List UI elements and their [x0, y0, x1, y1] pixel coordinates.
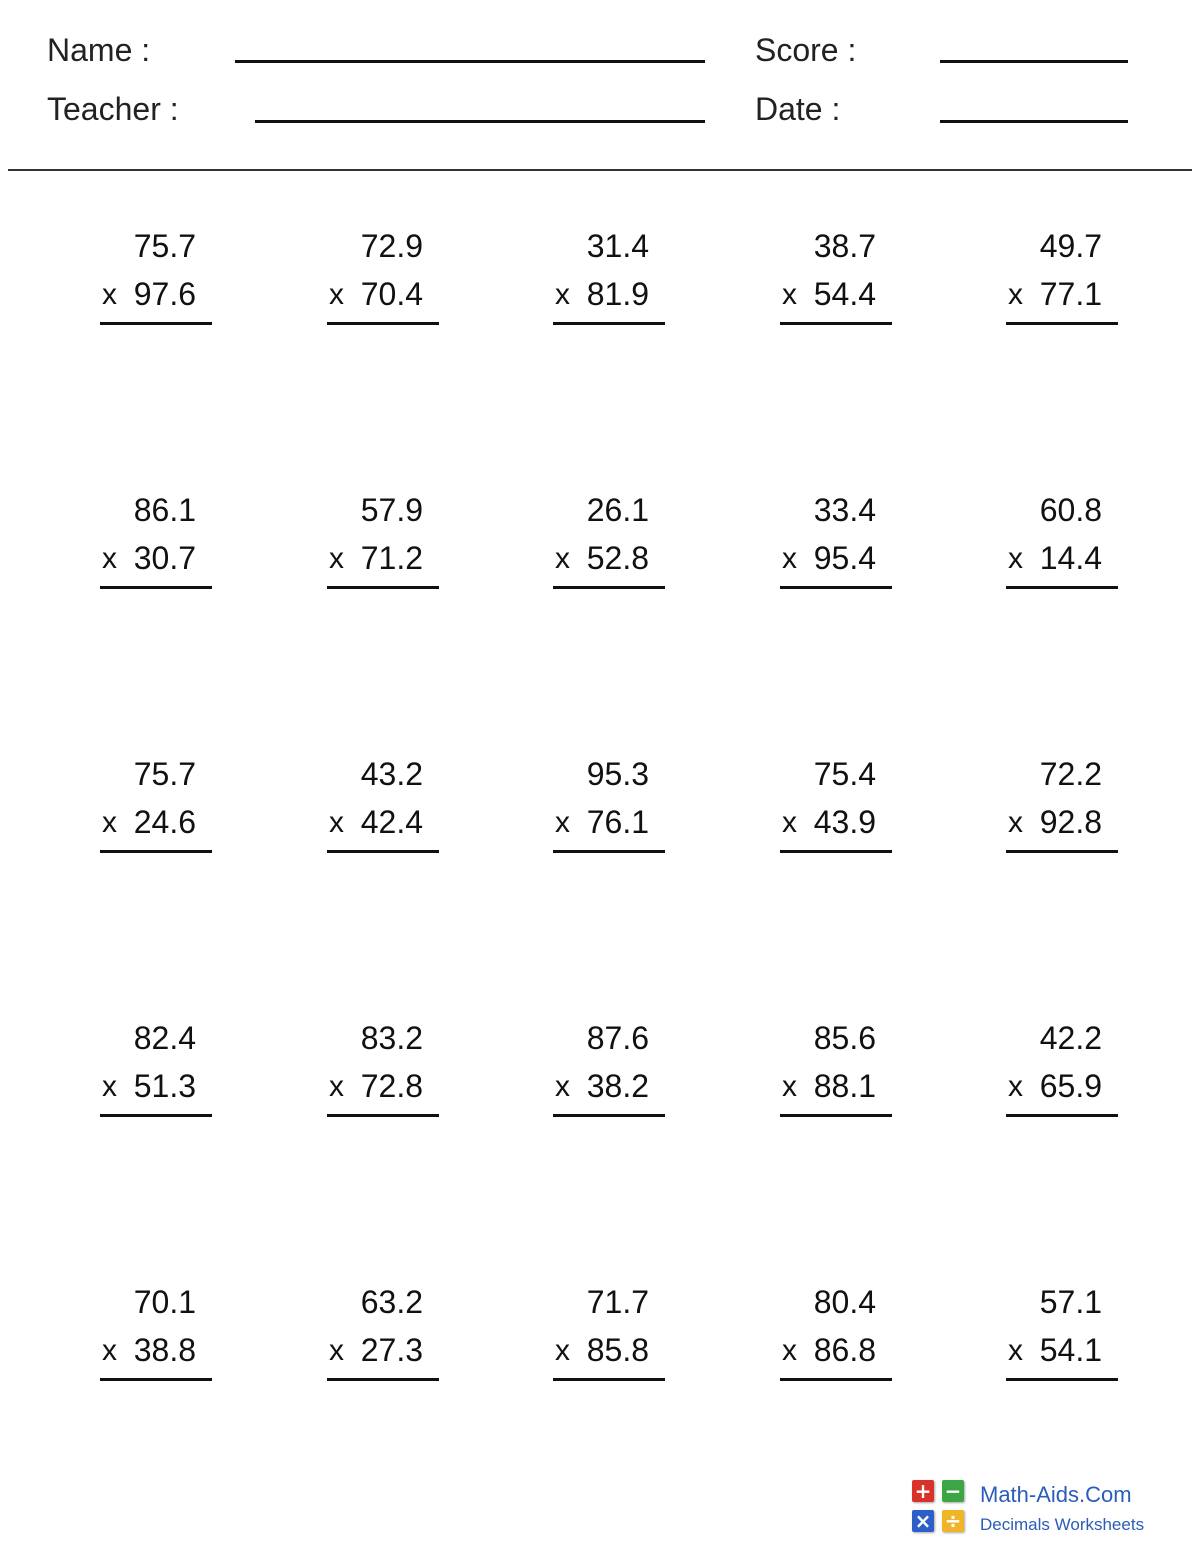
- multiply-sign: x: [782, 278, 797, 311]
- answer-line[interactable]: [327, 586, 439, 589]
- multiply-sign: x: [329, 1334, 344, 1367]
- teacher-line[interactable]: [255, 120, 705, 123]
- problem-top-number: 75.7: [133, 228, 196, 264]
- problem-bottom-number: 51.3: [133, 1068, 196, 1104]
- answer-line[interactable]: [100, 1378, 212, 1381]
- problem-bottom-number: 85.8: [586, 1332, 649, 1368]
- problem-top-number: 57.1: [1039, 1284, 1102, 1320]
- multiply-sign: x: [782, 1334, 797, 1367]
- problem-bottom-number: 81.9: [586, 276, 649, 312]
- answer-line[interactable]: [780, 1114, 892, 1117]
- problem-2: [327, 228, 439, 338]
- problem-24: [780, 1284, 892, 1394]
- problem-13: [553, 756, 665, 866]
- problem-top-number: 42.2: [1039, 1020, 1102, 1056]
- minus-icon: −: [942, 1480, 964, 1502]
- problem-14: [780, 756, 892, 866]
- problem-8: [553, 492, 665, 602]
- answer-line[interactable]: [553, 850, 665, 853]
- problem-19: [780, 1020, 892, 1130]
- multiply-sign: x: [329, 278, 344, 311]
- problem-top-number: 80.4: [813, 1284, 876, 1320]
- problem-bottom-number: 30.7: [133, 540, 196, 576]
- problem-top-number: 87.6: [586, 1020, 649, 1056]
- problem-bottom-number: 76.1: [586, 804, 649, 840]
- problem-top-number: 72.9: [360, 228, 423, 264]
- multiply-sign: x: [782, 806, 797, 839]
- problem-4: [780, 228, 892, 338]
- problem-bottom-number: 71.2: [360, 540, 423, 576]
- answer-line[interactable]: [1006, 586, 1118, 589]
- multiply-sign: x: [102, 1070, 117, 1103]
- problem-top-number: 49.7: [1039, 228, 1102, 264]
- problem-top-number: 83.2: [360, 1020, 423, 1056]
- problem-18: [553, 1020, 665, 1130]
- multiply-sign: x: [329, 1070, 344, 1103]
- date-line[interactable]: [940, 120, 1128, 123]
- multiply-sign: x: [1008, 1334, 1023, 1367]
- problem-bottom-number: 72.8: [360, 1068, 423, 1104]
- problem-bottom-number: 88.1: [813, 1068, 876, 1104]
- problem-top-number: 31.4: [586, 228, 649, 264]
- problem-top-number: 85.6: [813, 1020, 876, 1056]
- problem-7: [327, 492, 439, 602]
- multiply-sign: x: [102, 542, 117, 575]
- problem-bottom-number: 54.4: [813, 276, 876, 312]
- answer-line[interactable]: [100, 322, 212, 325]
- answer-line[interactable]: [780, 586, 892, 589]
- problem-bottom-number: 52.8: [586, 540, 649, 576]
- problem-top-number: 71.7: [586, 1284, 649, 1320]
- answer-line[interactable]: [327, 850, 439, 853]
- header-divider: [8, 169, 1192, 171]
- problem-15: [1006, 756, 1118, 866]
- multiply-sign: x: [1008, 542, 1023, 575]
- multiply-sign: x: [1008, 1070, 1023, 1103]
- multiply-sign: x: [782, 1070, 797, 1103]
- answer-line[interactable]: [327, 1114, 439, 1117]
- brand-subtitle: Decimals Worksheets: [980, 1515, 1145, 1534]
- problem-17: [327, 1020, 439, 1130]
- answer-line[interactable]: [327, 322, 439, 325]
- problem-top-number: 33.4: [813, 492, 876, 528]
- answer-line[interactable]: [780, 850, 892, 853]
- date-label: Date :: [755, 91, 841, 127]
- divide-icon: ÷: [942, 1510, 964, 1532]
- answer-line[interactable]: [1006, 1378, 1118, 1381]
- answer-line[interactable]: [327, 1378, 439, 1381]
- answer-line[interactable]: [553, 1378, 665, 1381]
- problem-23: [553, 1284, 665, 1394]
- problem-bottom-number: 43.9: [813, 804, 876, 840]
- answer-line[interactable]: [553, 322, 665, 325]
- answer-line[interactable]: [100, 850, 212, 853]
- problem-top-number: 82.4: [133, 1020, 196, 1056]
- multiply-sign: x: [555, 1334, 570, 1367]
- score-label: Score :: [755, 32, 857, 68]
- multiply-sign: x: [555, 1070, 570, 1103]
- problem-21: [100, 1284, 212, 1394]
- problem-bottom-number: 70.4: [360, 276, 423, 312]
- problem-10: [1006, 492, 1118, 602]
- answer-line[interactable]: [100, 1114, 212, 1117]
- problem-bottom-number: 65.9: [1039, 1068, 1102, 1104]
- answer-line[interactable]: [1006, 850, 1118, 853]
- problem-top-number: 63.2: [360, 1284, 423, 1320]
- multiply-sign: x: [329, 542, 344, 575]
- multiply-sign: x: [1008, 278, 1023, 311]
- problem-bottom-number: 38.2: [586, 1068, 649, 1104]
- multiply-sign: x: [329, 806, 344, 839]
- multiply-sign: x: [555, 542, 570, 575]
- problem-top-number: 75.4: [813, 756, 876, 792]
- teacher-label: Teacher :: [47, 91, 179, 127]
- answer-line[interactable]: [780, 1378, 892, 1381]
- problem-bottom-number: 86.8: [813, 1332, 876, 1368]
- problem-5: [1006, 228, 1118, 338]
- problem-bottom-number: 42.4: [360, 804, 423, 840]
- math-aids-logo: [912, 1480, 968, 1536]
- problem-bottom-number: 95.4: [813, 540, 876, 576]
- problem-bottom-number: 97.6: [133, 276, 196, 312]
- problem-16: [100, 1020, 212, 1130]
- answer-line[interactable]: [780, 322, 892, 325]
- multiply-sign: x: [782, 542, 797, 575]
- problem-bottom-number: 24.6: [133, 804, 196, 840]
- problem-top-number: 86.1: [133, 492, 196, 528]
- problem-top-number: 75.7: [133, 756, 196, 792]
- problem-12: [327, 756, 439, 866]
- multiply-sign: x: [102, 806, 117, 839]
- problem-9: [780, 492, 892, 602]
- problem-22: [327, 1284, 439, 1394]
- problem-bottom-number: 77.1: [1039, 276, 1102, 312]
- problem-bottom-number: 54.1: [1039, 1332, 1102, 1368]
- problem-1: [100, 228, 212, 338]
- multiply-sign: x: [102, 1334, 117, 1367]
- multiply-sign: x: [555, 278, 570, 311]
- problem-3: [553, 228, 665, 338]
- problem-bottom-number: 14.4: [1039, 540, 1102, 576]
- problem-top-number: 70.1: [133, 1284, 196, 1320]
- problem-bottom-number: 27.3: [360, 1332, 423, 1368]
- problem-11: [100, 756, 212, 866]
- name-line[interactable]: [235, 60, 705, 63]
- problem-bottom-number: 38.8: [133, 1332, 196, 1368]
- problem-25: [1006, 1284, 1118, 1394]
- plus-icon: +: [912, 1480, 934, 1502]
- problem-top-number: 72.2: [1039, 756, 1102, 792]
- multiply-sign: x: [102, 278, 117, 311]
- problem-bottom-number: 92.8: [1039, 804, 1102, 840]
- problem-top-number: 43.2: [360, 756, 423, 792]
- answer-line[interactable]: [1006, 1114, 1118, 1117]
- multiply-sign: x: [1008, 806, 1023, 839]
- name-label: Name :: [47, 32, 151, 68]
- answer-line[interactable]: [1006, 322, 1118, 325]
- problem-top-number: 60.8: [1039, 492, 1102, 528]
- multiply-icon: ×: [912, 1510, 934, 1532]
- answer-line[interactable]: [100, 586, 212, 589]
- score-line[interactable]: [940, 60, 1128, 63]
- problem-top-number: 26.1: [586, 492, 649, 528]
- brand-title[interactable]: Math-Aids.Com: [980, 1482, 1132, 1507]
- problem-top-number: 95.3: [586, 756, 649, 792]
- problem-top-number: 38.7: [813, 228, 876, 264]
- answer-line[interactable]: [553, 1114, 665, 1117]
- problem-20: [1006, 1020, 1118, 1130]
- answer-line[interactable]: [553, 586, 665, 589]
- problem-6: [100, 492, 212, 602]
- multiply-sign: x: [555, 806, 570, 839]
- problem-top-number: 57.9: [360, 492, 423, 528]
